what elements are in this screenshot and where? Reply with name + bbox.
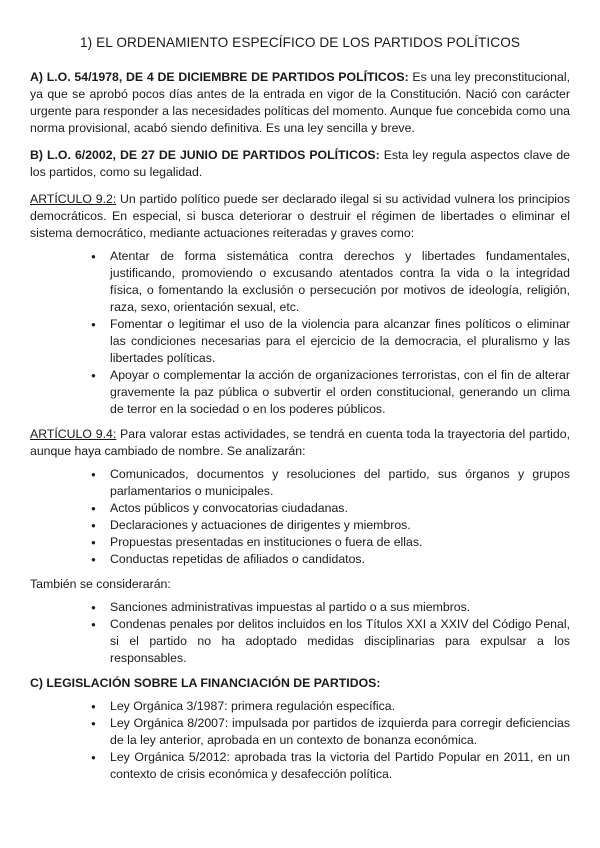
tambien-list — [30, 599, 570, 667]
section-c-list — [30, 698, 570, 783]
article-9-2-list — [30, 248, 570, 418]
article-9-2-text: Un partido político puede ser declarado ilegal si su actividad vulnera los principios democráticos. En especial, si busca deteriorar o destruir el régimen de libertades o eliminar el sistema democrático, mediante actuaciones reiteradas y graves como: — [30, 192, 570, 240]
list-item: ● Conductas repetidas de afiliados o candidatos. — [30, 551, 570, 568]
list-item: ● Actos públicos y convocatorias ciudadanas. — [30, 500, 570, 517]
article-9-4-paragraph — [30, 426, 570, 460]
list-item: ● Ley Orgánica 3/1987: primera regulación específica. — [30, 698, 570, 715]
article-9-4-list — [30, 466, 570, 568]
article-9-4-text: Para valorar estas actividades, se tendrá en cuenta toda la trayectoria del partido, aunque haya cambiado de nombre. Se analizarán: — [30, 427, 570, 458]
list-item: ● Propuestas presentadas en instituciones o fuera de ellas. — [30, 534, 570, 551]
section-b-text: Esta ley regula aspectos clave de los partidos, como su legalidad. — [30, 148, 570, 179]
section-b-paragraph — [30, 147, 570, 181]
section-b-heading: B) L.O. 6/2002, DE 27 DE JUNIO DE PARTIDOS POLÍTICOS: — [30, 148, 380, 162]
article-9-2-label: ARTÍCULO 9.2: — [30, 192, 117, 206]
section-a-text: Es una ley preconstitucional, ya que se aprobó pocos días antes de la entrada en vigor de la Constitución. Nació con carácter urgente para responder a las necesidades políticas del momento. Aunque fue concebida como una norma provisional, acabó siendo definitiva. Es una ley sencilla y breve. — [30, 70, 570, 135]
list-item: ● Apoyar o complementar la acción de organizaciones terroristas, con el fin de alterar gravemente la paz pública o subvertir el orden constitucional, generando un clima de terror en la sociedad o en los poderes públicos. — [30, 367, 570, 418]
list-item: ● Ley Orgánica 8/2007: impulsada por partidos de izquierda para corregir deficiencias de la ley anterior, aprobada en un contexto de bonanza económica. — [30, 715, 570, 749]
list-item: ● Comunicados, documentos y resoluciones del partido, sus órganos y grupos parlamentarios o municipales. — [30, 466, 570, 500]
section-a-heading: A) L.O. 54/1978, DE 4 DE DICIEMBRE DE PARTIDOS POLÍTICOS: — [30, 70, 409, 84]
section-a-paragraph — [30, 69, 570, 137]
list-item: ● Fomentar o legitimar el uso de la violencia para alcanzar fines políticos o eliminar las condiciones necesarias para el ejercicio de la democracia, el pluralismo y las libertades políticas. — [30, 316, 570, 367]
article-9-2-paragraph — [30, 191, 570, 242]
tambien-paragraph: También se considerarán: — [30, 577, 171, 591]
list-item: ● Sanciones administrativas impuestas al partido o a sus miembros. — [30, 599, 570, 616]
page-title: 1) EL ORDENAMIENTO ESPECÍFICO DE LOS PARTIDOS POLÍTICOS — [79, 35, 521, 50]
article-9-4-label: ARTÍCULO 9.4: — [30, 427, 117, 441]
list-item: ● Ley Orgánica 5/2012: aprobada tras la victoria del Partido Popular en 2011, en un contexto de crisis económica y desafección política. — [30, 749, 570, 783]
list-item: ● Declaraciones y actuaciones de dirigentes y miembros. — [30, 517, 570, 534]
list-item: ● Atentar de forma sistemática contra derechos y libertades fundamentales, justificando, promoviendo o excusando atentados contra la vida o la integridad física, o fomentando la exclusión o persecución por motivos de ideología, religión, raza, sexo, orientación sexual, etc. — [30, 248, 570, 316]
list-item: ● Condenas penales por delitos incluidos en los Títulos XXI a XXIV del Código Penal, si el partido no ha adoptado medidas disciplinarias para expulsar a los responsables. — [30, 616, 570, 667]
section-c-heading: C) LEGISLACIÓN SOBRE LA FINANCIACIÓN DE PARTIDOS: — [30, 676, 381, 690]
